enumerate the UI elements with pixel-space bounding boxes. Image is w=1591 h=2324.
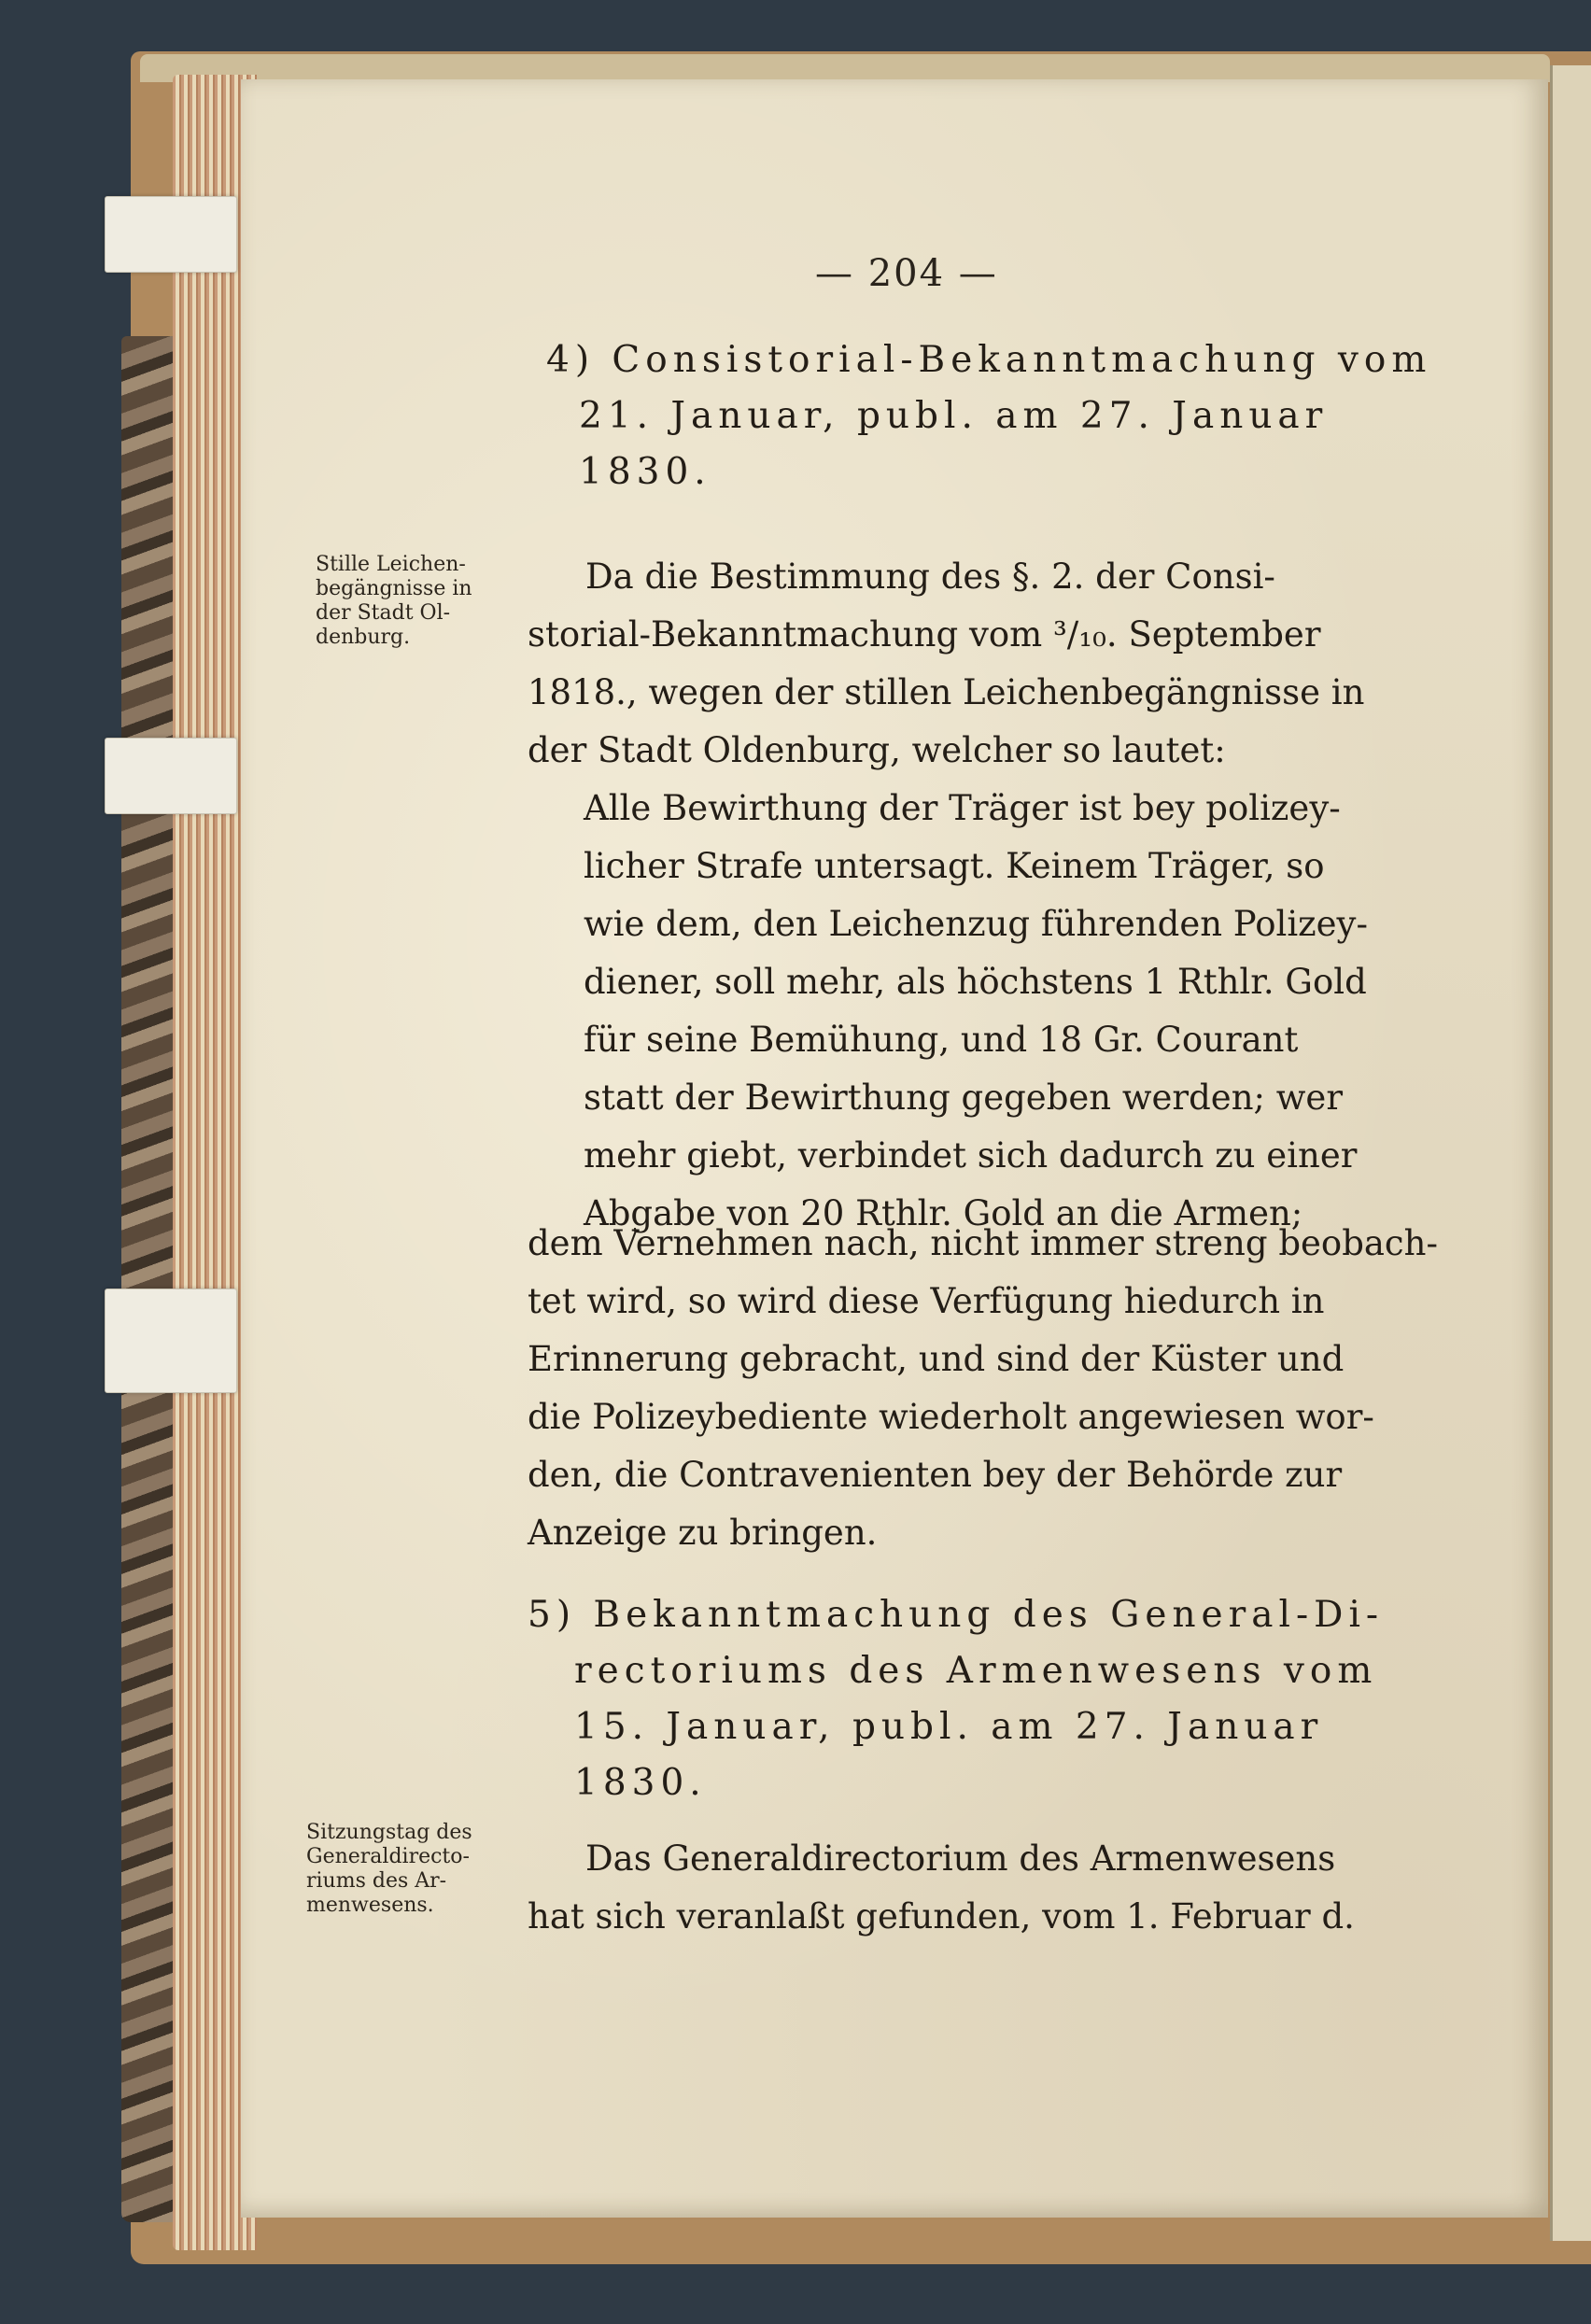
quote-line: mehr giebt, verbindet sich dadurch zu einer: [584, 1135, 1358, 1176]
quote-line: Alle Bewirthung der Träger ist bey polizey-: [584, 788, 1341, 828]
quote-line: diener, soll mehr, als höchstens 1 Rthlr. Gold: [584, 962, 1367, 1002]
body-line: Da die Bestimmung des §. 2. der Consi-: [585, 556, 1275, 597]
body-line: tet wird, so wird diese Verfügung hiedurch in: [528, 1281, 1325, 1321]
heading-line: 1830.: [579, 451, 711, 493]
body-line: hat sich veranlaßt gefunden, vom 1. Februar d.: [528, 1896, 1355, 1937]
page-tab: [105, 738, 237, 814]
quote-line: statt der Bewirthung gegeben werden; wer: [584, 1077, 1344, 1118]
quote-line: licher Strafe untersagt. Keinem Träger, so: [584, 846, 1325, 886]
body-line: dem Vernehmen nach, nicht immer streng beobach-: [528, 1223, 1438, 1263]
body-line: der Stadt Oldenburg, welcher so lautet:: [528, 730, 1226, 770]
margin-note-line: Generaldirecto-: [306, 1845, 470, 1868]
section-4-heading: [546, 332, 1431, 500]
top-edge: [140, 54, 1550, 82]
quote-line: für seine Bemühung, und 18 Gr. Courant: [584, 1020, 1299, 1060]
body-line: Erinnerung gebracht, und sind der Küster und: [528, 1339, 1345, 1379]
margin-note-line: Sitzungstag des: [306, 1821, 472, 1844]
section-5-heading: [528, 1587, 1384, 1811]
body-line: storial-Bekanntmachung vom ³/₁₀. September: [528, 614, 1321, 655]
body-line: 1818., wegen der stillen Leichenbegängnisse in: [528, 672, 1365, 712]
margin-note-line: menwesens.: [306, 1894, 434, 1917]
margin-note-line: Stille Leichen-: [316, 553, 466, 576]
body-line: den, die Contravenienten bey der Behörde zur: [528, 1455, 1343, 1495]
heading-line: rectoriums des Armenwesens vom: [574, 1650, 1378, 1692]
section-4-body: [528, 548, 1364, 780]
page-number: — 204 —: [815, 252, 998, 295]
quoted-regulation: [584, 780, 1368, 1243]
body-line: Das Generaldirectorium des Armenwesens: [585, 1838, 1336, 1879]
body-line: Anzeige zu bringen.: [528, 1513, 878, 1553]
margin-note-line: riums des Ar-: [306, 1869, 447, 1893]
section-5-body: [528, 1830, 1355, 1946]
facing-page-edge: [1550, 65, 1591, 2241]
page-tab: [105, 1289, 237, 1393]
margin-note-line: der Stadt Ol-: [316, 601, 451, 625]
heading-line: 15. Januar, publ. am 27. Januar: [574, 1706, 1324, 1748]
margin-note-section-4: [316, 553, 472, 650]
heading-line: 5) Bekanntmachung des General-Di-: [528, 1594, 1385, 1636]
quote-line: wie dem, den Leichenzug führenden Polizey-: [584, 904, 1368, 944]
page-tab: [105, 196, 237, 273]
margin-note-line: denburg.: [316, 626, 411, 649]
heading-line: 1830.: [574, 1762, 707, 1804]
margin-note-line: begängnisse in: [316, 577, 472, 600]
margin-note-section-5: [306, 1821, 472, 1918]
heading-line: 21. Januar, publ. am 27. Januar: [579, 395, 1329, 437]
quote-line: Abgabe von 20 Rthlr. Gold an die Armen;: [584, 1193, 1303, 1233]
body-line: die Polizeybediente wiederholt angewiesen wor-: [528, 1397, 1374, 1437]
section-4-body-continued: [528, 1215, 1438, 1562]
heading-line: 4) Consistorial-Bekanntmachung vom: [546, 339, 1432, 381]
